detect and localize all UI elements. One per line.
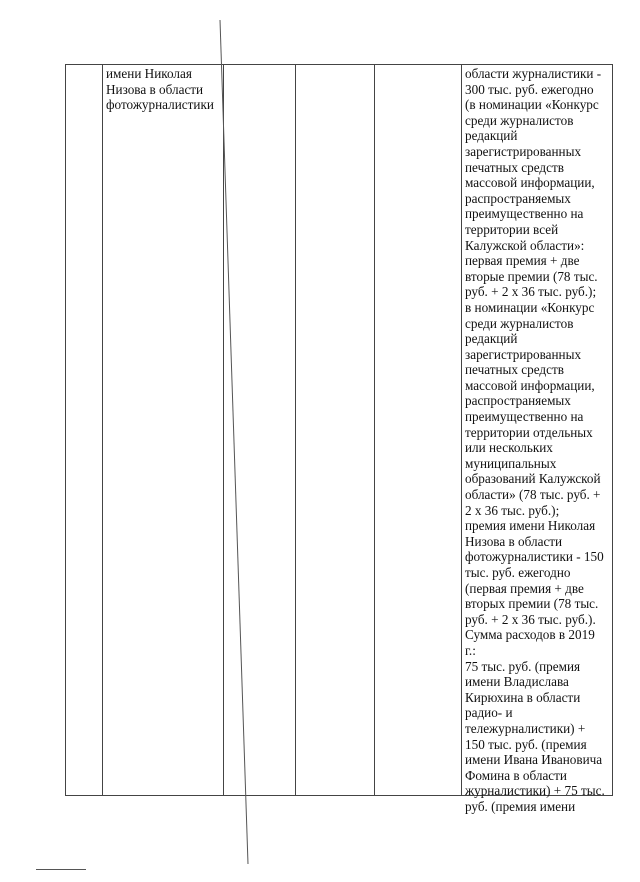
cell-nomination-name: имени Николая Низова в области фотожурналистики: [106, 66, 214, 113]
cell-funding-description: области журналистики - 300 тыс. руб. ежегодно (в номинации «Конкурс среди журналистов редакций зарегистрированных печатных средств массовой информации, распространяемых преимущественно на территории всей Калужской области»: первая премия + две вторые премии (78 тыс. руб. + 2 x 36 тыс. руб.); в номинации «Конкурс среди журналистов редакций зарегистрированных печатных средств массовой информации, распространяемых преимущественно на территории отдельных или нескольких муниципальных образований Калужской области» (78 тыс. руб. + 2 x 36 тыс. руб.); премия имени Николая Низова в области фотожурналистики - 150 тыс. руб. ежегодно (первая премия + две вторых премии (78 тыс. руб. + 2 x 36 тыс. руб.). Сумма расходов в 2019 г.: 75 тыс. руб. (премия имени Владислава Кирюхина в области радио- и тележурналистики) + 150 тыс. руб. (премия имени Ивана Ивановича Фомина в области журналистики) + 75 тыс. руб. (премия имени: [465, 66, 605, 814]
footnote-rule: [36, 869, 86, 870]
